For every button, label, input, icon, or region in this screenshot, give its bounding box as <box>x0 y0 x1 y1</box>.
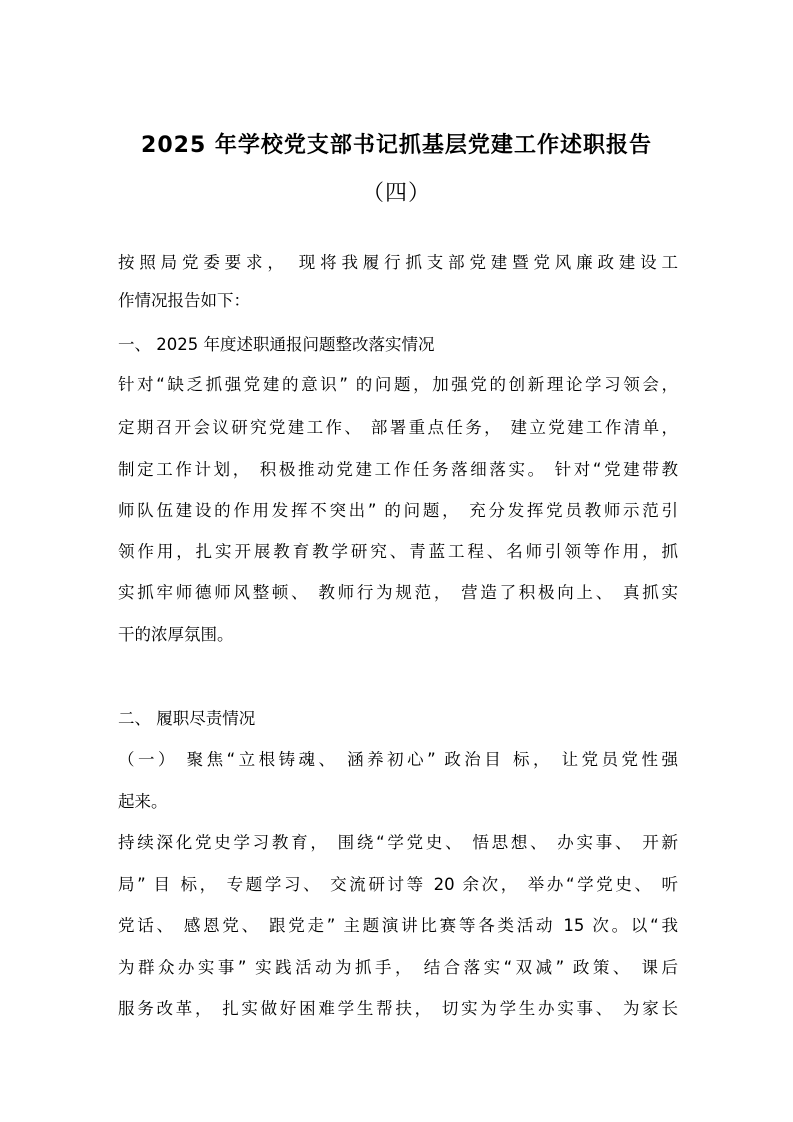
body-line: 师队伍建设的作用发挥不突出” 的问题， 充分发挥党员教师示范引 <box>118 501 678 520</box>
section-heading: 一、 2025 年度述职通报问题整改落实情况 <box>118 335 435 354</box>
body-line: 局” 目 标， 专题学习、 交流研讨等 20 余次， 举办“学党史、 听 <box>118 875 678 894</box>
body-line: 持续深化党史学习教育， 围绕“学党史、 悟思想、 办实事、 开新 <box>118 833 678 852</box>
body-line: 针对“缺乏抓强党建的意识” 的问题，加强党的创新理论学习领会， <box>118 375 678 394</box>
body-line: 干的浓厚氛围。 <box>118 625 234 644</box>
body-line: 实抓牢师德师风整顿、 教师行为规范， 营造了积极向上、 真抓实 <box>118 583 678 602</box>
body-line: 为群众办实事” 实践活动为抓手， 结合落实“双减” 政策、 课后 <box>118 958 678 977</box>
body-line: 按照局党委要求， 现将我履行抓支部党建暨党风廉政建设工 <box>118 253 678 272</box>
body-line: 制定工作计划， 积极推动党建工作任务落细落实。 针对“党建带教 <box>118 460 678 479</box>
body-line: 领作用，扎实开展教育教学研究、青蓝工程、名师引领等作用，抓 <box>118 542 678 561</box>
body-line: 服务改革， 扎实做好困难学生帮扶， 切实为学生办实事、 为家长 <box>118 999 678 1018</box>
subsection-heading: （一） 聚焦“立根铸魂、 涵养初心” 政治目 标， 让党员党性强 <box>118 750 678 769</box>
section-heading: 二、 履职尽责情况 <box>118 709 256 728</box>
body-line: 作情况报告如下： <box>118 291 250 310</box>
body-line: 党话、 感恩党、 跟党走” 主题演讲比赛等各类活动 15 次。以“我 <box>118 916 678 935</box>
document-title: 2025 年学校党支部书记抓基层党建工作述职报告 <box>141 133 652 158</box>
document-subtitle: （四） <box>361 181 431 206</box>
body-line: 起来。 <box>118 792 168 811</box>
body-line: 定期召开会议研究党建工作、 部署重点任务， 建立党建工作清单， <box>118 418 678 437</box>
